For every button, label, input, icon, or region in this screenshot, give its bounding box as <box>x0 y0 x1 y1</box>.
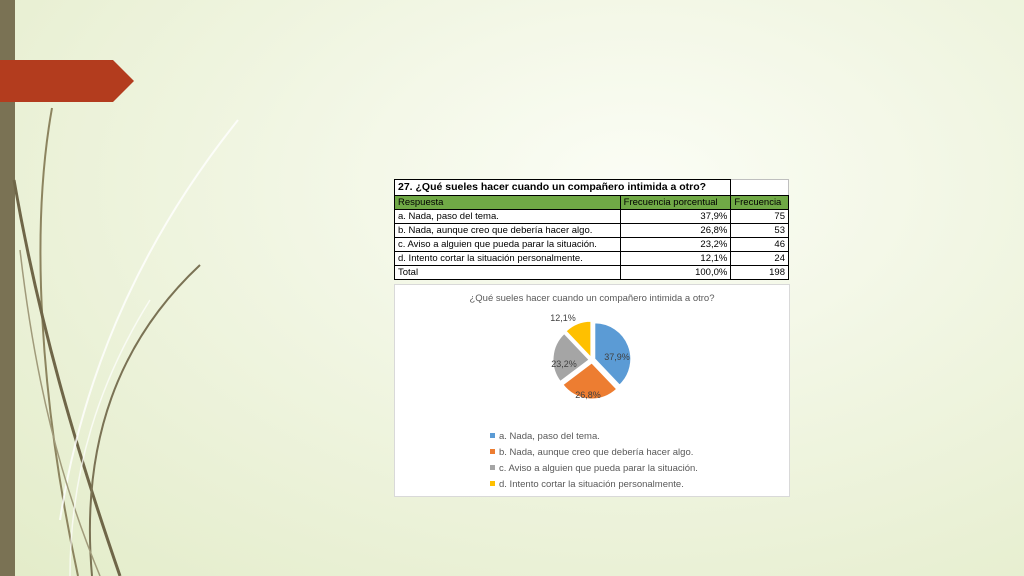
data-label-c: 23,2% <box>551 359 577 369</box>
legend-label: c. Aviso a alguien que pueda parar la situación. <box>499 463 698 474</box>
pie-chart <box>394 284 790 497</box>
table-cell: c. Aviso a alguien que pueda parar la situación. <box>395 238 621 252</box>
table-header-row <box>395 196 789 210</box>
data-label-d: 12,1% <box>550 313 576 323</box>
table-cell: 53 <box>731 224 789 238</box>
table-cell: 198 <box>731 266 789 280</box>
column-header: Respuesta <box>395 196 621 210</box>
empty-cell <box>731 180 789 196</box>
chart-title: ¿Qué sueles hacer cuando un compañero intimida a otro? <box>469 293 715 304</box>
legend-label: d. Intento cortar la situación personalmente. <box>499 479 684 490</box>
table-cell: 100,0% <box>620 266 731 280</box>
table-total-row <box>395 266 789 280</box>
data-label-a: 37,9% <box>604 352 630 362</box>
table-cell: Total <box>395 266 621 280</box>
table-cell: 75 <box>731 210 789 224</box>
table-cell: 12,1% <box>620 252 731 266</box>
arrow-banner-shape <box>0 60 134 102</box>
table-title-row <box>395 180 789 196</box>
table-title: 27. ¿Qué sueles hacer cuando un compañero intimida a otro? <box>395 180 731 196</box>
arrow-banner <box>0 0 134 110</box>
column-header: Frecuencia <box>731 196 789 210</box>
table-cell: 46 <box>731 238 789 252</box>
legend-marker <box>490 481 495 486</box>
table-cell: d. Intento cortar la situación personalmente. <box>395 252 621 266</box>
table-row <box>395 238 789 252</box>
table-cell: b. Nada, aunque creo que debería hacer algo. <box>395 224 621 238</box>
data-label-b: 26,8% <box>575 390 601 400</box>
column-header: Frecuencia porcentual <box>620 196 731 210</box>
legend-item-b <box>490 447 693 458</box>
legend-item-d <box>490 479 684 490</box>
table-row <box>395 224 789 238</box>
table-row <box>395 252 789 266</box>
legend-item-c <box>490 463 698 474</box>
table-cell: 37,9% <box>620 210 731 224</box>
table-row <box>395 210 789 224</box>
survey-table <box>394 179 789 280</box>
legend-item-a <box>490 431 600 442</box>
legend-label: b. Nada, aunque creo que debería hacer algo. <box>499 447 694 458</box>
table-cell: a. Nada, paso del tema. <box>395 210 621 224</box>
table-cell: 24 <box>731 252 789 266</box>
table-cell: 26,8% <box>620 224 731 238</box>
legend-marker <box>490 449 495 454</box>
legend-marker <box>490 433 495 438</box>
legend-marker <box>490 465 495 470</box>
legend-label: a. Nada, paso del tema. <box>499 431 600 442</box>
table-cell: 23,2% <box>620 238 731 252</box>
